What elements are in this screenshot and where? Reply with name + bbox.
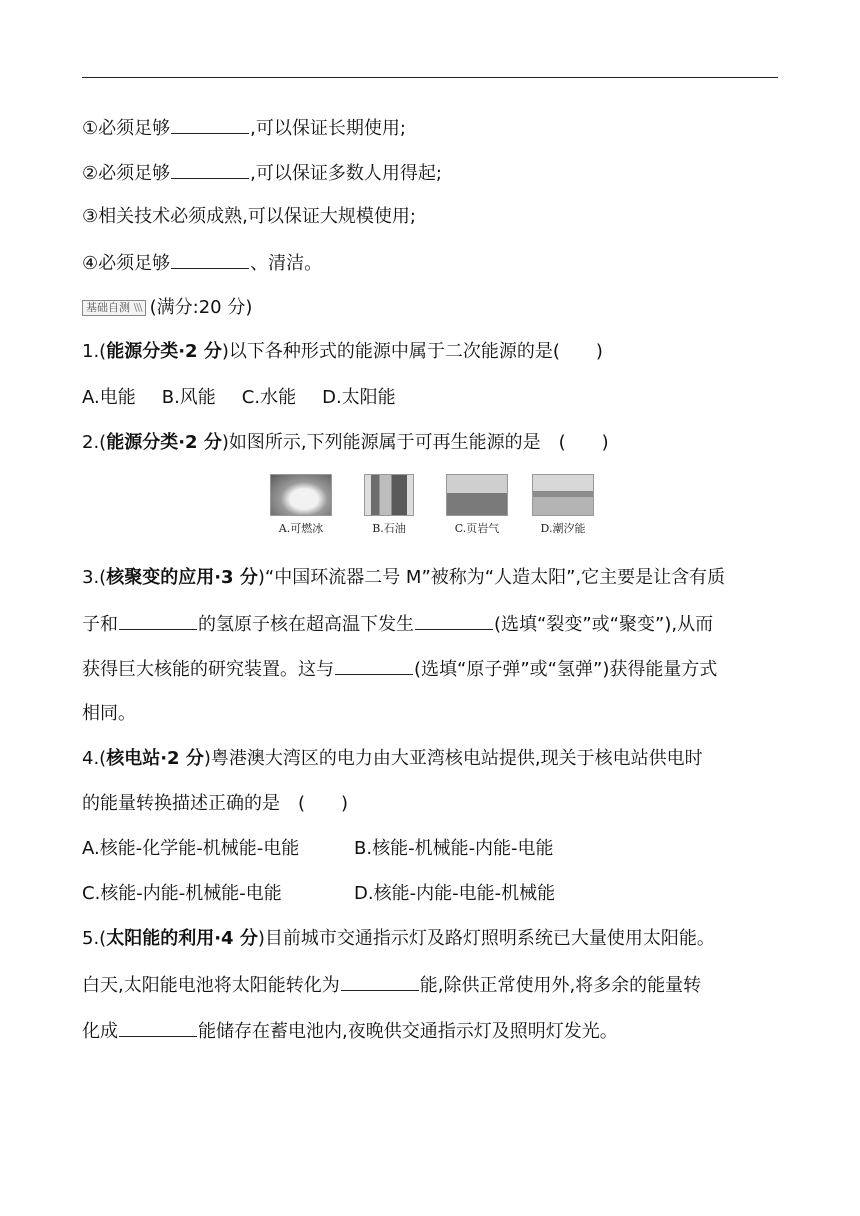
figure-caption: B.石油 — [372, 522, 406, 535]
question-text: (选填“原子弹”或“氢弹”)获得能量方式 — [414, 659, 718, 680]
question-3-line-2 — [82, 611, 713, 637]
section-score: (满分:20 分) — [149, 297, 253, 318]
section-tag — [82, 300, 146, 316]
figure-shale-gas[interactable] — [446, 474, 508, 536]
question-number: 4.( — [82, 748, 107, 769]
question-1-options — [82, 386, 422, 410]
section-header — [82, 296, 252, 320]
answer-blank[interactable] — [415, 611, 493, 630]
question-paren: ) — [221, 432, 229, 453]
question-text: 以下各种形式的能源中属于二次能源的是( ) — [228, 341, 603, 362]
question-3 — [82, 566, 725, 590]
option-d[interactable]: D.核能-内能-电能-机械能 — [354, 883, 556, 904]
question-label: 太阳能的利用·4 分 — [106, 928, 258, 949]
item-4-prefix: ④必须足够 — [82, 253, 171, 274]
question-text: (选填“裂变”或“聚变”),从而 — [494, 614, 714, 635]
question-5-line-3 — [82, 1018, 618, 1044]
section-tag-label: 基础自测 — [86, 301, 130, 314]
question-4-options-row-1 — [82, 837, 554, 861]
item-2-prefix: ②必须足够 — [82, 163, 171, 184]
question-number: 3.( — [82, 567, 107, 588]
question-paren: ) — [257, 928, 265, 949]
question-text: 如图所示,下列能源属于可再生能源的是 ( ) — [228, 432, 609, 453]
question-text: 能储存在蓄电池内,夜晚供交通指示灯及照明灯发光。 — [198, 1021, 618, 1042]
answer-blank[interactable] — [341, 972, 419, 991]
question-label: 能源分类·2 分 — [106, 432, 222, 453]
question-5-line-2 — [82, 972, 701, 998]
question-number: 1.( — [82, 341, 107, 362]
figure-caption: A.可燃冰 — [278, 522, 324, 535]
answer-blank[interactable] — [119, 1018, 197, 1037]
answer-blank[interactable] — [171, 160, 249, 179]
item-4-suffix: 、清洁。 — [250, 253, 323, 274]
figure-oil[interactable] — [364, 474, 414, 536]
energy-figures — [268, 474, 598, 544]
question-text: 子和 — [82, 614, 118, 635]
shale-gas-image — [446, 474, 508, 516]
item-2-suffix: ,可以保证多数人用得起; — [250, 163, 442, 184]
figure-caption: D.潮汐能 — [540, 522, 586, 535]
item-3 — [82, 205, 416, 229]
question-label: 能源分类·2 分 — [106, 341, 222, 362]
item-4 — [82, 250, 322, 276]
option-a[interactable]: A.核能-化学能-机械能-电能 — [82, 838, 300, 859]
question-paren: ) — [257, 567, 265, 588]
question-paren: ) — [203, 748, 211, 769]
section-tag-hatch: \\\ — [133, 301, 142, 314]
question-text: 获得巨大核能的研究装置。这与 — [82, 659, 334, 680]
question-text: 化成 — [82, 1021, 118, 1042]
question-text: 的能量转换描述正确的是 ( ) — [82, 793, 349, 814]
question-text: 粤港澳大湾区的电力由大亚湾核电站提供,现关于核电站供电时 — [210, 748, 703, 769]
question-text: 的氢原子核在超高温下发生 — [198, 614, 414, 635]
question-2 — [82, 431, 609, 455]
question-3-line-3 — [82, 656, 717, 682]
question-3-line-4 — [82, 702, 136, 726]
item-2 — [82, 160, 442, 186]
question-number: 5.( — [82, 928, 107, 949]
question-5 — [82, 927, 715, 951]
answer-blank[interactable] — [119, 611, 197, 630]
item-1 — [82, 115, 406, 141]
question-text: “中国环流器二号 M”被称为“人造太阳”,它主要是让含有质 — [264, 567, 726, 588]
question-1 — [82, 340, 603, 364]
question-text: 白天,太阳能电池将太阳能转化为 — [82, 975, 340, 996]
question-number: 2.( — [82, 432, 107, 453]
question-label: 核电站·2 分 — [106, 748, 204, 769]
question-4-line-2 — [82, 792, 348, 816]
figure-tidal-energy[interactable] — [532, 474, 594, 536]
figure-caption: C.页岩气 — [454, 522, 500, 535]
item-1-prefix: ①必须足够 — [82, 118, 171, 139]
question-text: 目前城市交通指示灯及路灯照明系统已大量使用太阳能。 — [264, 928, 715, 949]
option-a[interactable]: A.电能 — [82, 387, 136, 408]
answer-blank[interactable] — [335, 656, 413, 675]
item-3-text: ③相关技术必须成熟,可以保证大规模使用; — [82, 206, 416, 227]
option-b[interactable]: B.风能 — [161, 387, 216, 408]
header-rule — [82, 77, 778, 78]
question-label: 核聚变的应用·3 分 — [106, 567, 258, 588]
question-text: 能,除供正常使用外,将多余的能量转 — [419, 975, 702, 996]
answer-blank[interactable] — [171, 250, 249, 269]
option-b[interactable]: B.核能-机械能-内能-电能 — [354, 838, 554, 859]
option-c[interactable]: C.核能-内能-机械能-电能 — [82, 883, 282, 904]
item-1-suffix: ,可以保证长期使用; — [250, 118, 406, 139]
question-4 — [82, 747, 703, 771]
figure-combustible-ice[interactable] — [270, 474, 332, 536]
question-text: 相同。 — [82, 703, 136, 724]
question-4-options-row-2 — [82, 882, 555, 906]
tidal-energy-image — [532, 474, 594, 516]
option-d[interactable]: D.太阳能 — [322, 387, 396, 408]
combustible-ice-image — [270, 474, 332, 516]
option-c[interactable]: C.水能 — [241, 387, 297, 408]
question-paren: ) — [221, 341, 229, 362]
oil-barrel-image — [364, 474, 414, 516]
answer-blank[interactable] — [171, 115, 249, 134]
